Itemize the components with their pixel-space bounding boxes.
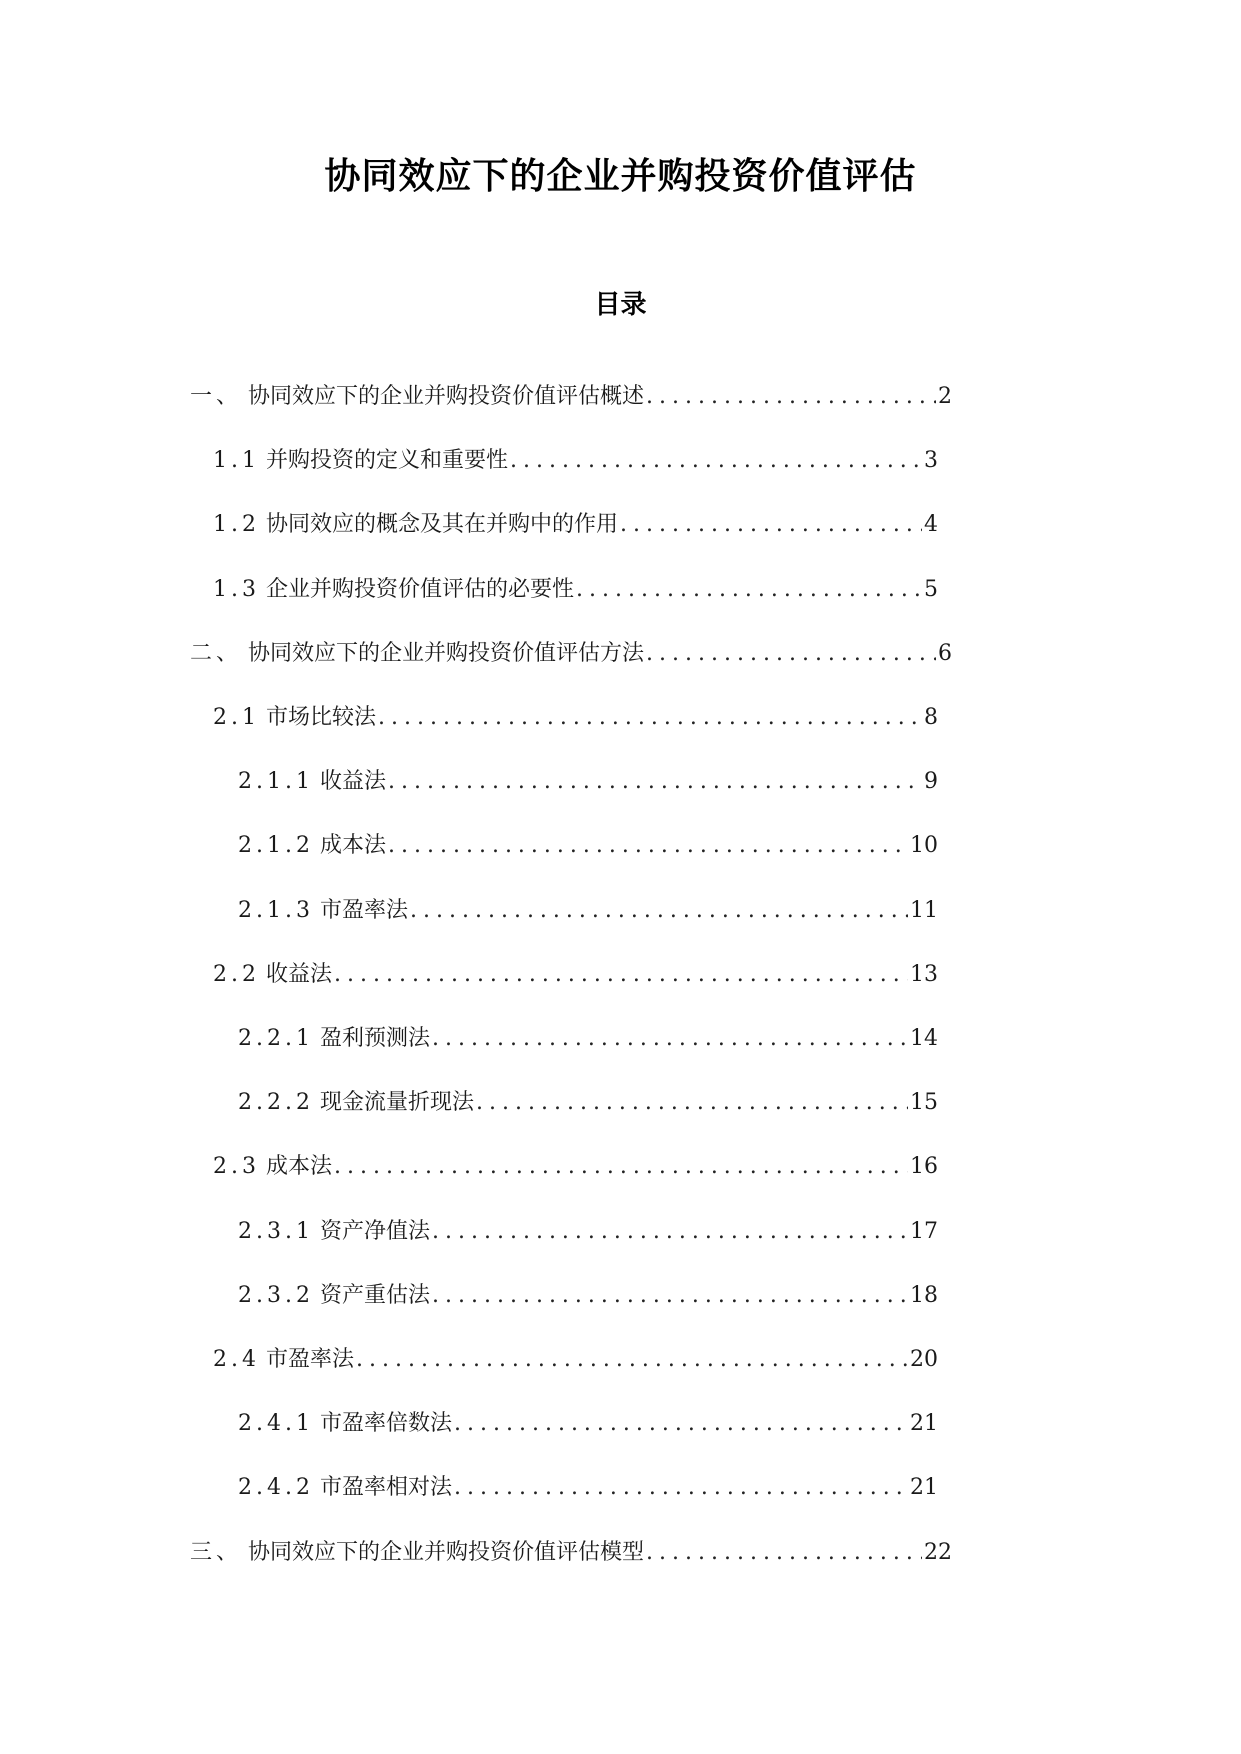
toc-dot-leader bbox=[432, 1279, 908, 1313]
toc-entry-page-number: 2 bbox=[938, 384, 952, 409]
toc-entry[interactable] bbox=[238, 829, 938, 863]
toc-entry-title: 现金流量折现法 bbox=[319, 1090, 474, 1116]
toc-entry-page-number: 21 bbox=[910, 1411, 938, 1437]
toc-entry-page-number: 22 bbox=[924, 1539, 952, 1565]
toc-entry-number: 2.2.1 bbox=[238, 1026, 314, 1051]
toc-dot-leader bbox=[334, 958, 908, 992]
toc-entry-page-number: 14 bbox=[910, 1026, 938, 1051]
toc-entry-number: 2.4 bbox=[213, 1347, 260, 1372]
toc-entry[interactable] bbox=[238, 1407, 938, 1441]
toc-entry-number: 1.2 bbox=[213, 512, 260, 538]
toc-entry-number: 2.3.2 bbox=[238, 1282, 314, 1308]
toc-entry-page-number: 20 bbox=[910, 1347, 938, 1372]
toc-entry[interactable] bbox=[238, 1086, 938, 1120]
toc-dot-leader bbox=[576, 573, 922, 607]
toc-entry-title: 并购投资的定义和重要性 bbox=[266, 448, 509, 474]
toc-entry-title: 协同效应下的企业并购投资价值评估概述 bbox=[248, 384, 645, 409]
toc-entry-number: 一、 bbox=[190, 384, 243, 409]
toc-entry-page-number: 13 bbox=[910, 961, 938, 987]
toc-entry-number: 1.1 bbox=[213, 448, 260, 474]
toc-entry-title: 资产重估法 bbox=[319, 1282, 430, 1308]
toc-entry-page-number: 9 bbox=[924, 769, 938, 795]
toc-heading: 目录 bbox=[594, 290, 647, 320]
toc-entry-page-number: 15 bbox=[910, 1090, 938, 1116]
toc-dot-leader bbox=[388, 829, 908, 863]
toc-dot-leader bbox=[646, 380, 936, 414]
toc-entry-number: 2.1 bbox=[213, 705, 260, 730]
toc-entry-number: 2.3 bbox=[213, 1154, 260, 1180]
toc-entry-page-number: 5 bbox=[924, 576, 938, 602]
toc-entry-title: 盈利预测法 bbox=[319, 1026, 430, 1051]
toc-entry[interactable] bbox=[238, 1215, 938, 1249]
toc-entry-page-number: 17 bbox=[910, 1218, 938, 1244]
toc-entry-number: 2.2 bbox=[213, 961, 260, 987]
toc-entry[interactable] bbox=[238, 765, 938, 799]
toc-entry-title: 企业并购投资价值评估的必要性 bbox=[266, 576, 575, 602]
toc-entry-title: 协同效应的概念及其在并购中的作用 bbox=[266, 512, 619, 538]
toc-entry-title: 资产净值法 bbox=[319, 1218, 430, 1244]
toc-entry[interactable] bbox=[190, 1536, 952, 1570]
toc-entry-number: 2.1.1 bbox=[238, 769, 314, 795]
toc-dot-leader bbox=[388, 765, 922, 799]
toc-dot-leader bbox=[454, 1407, 908, 1441]
toc-entry-page-number: 6 bbox=[938, 640, 952, 666]
toc-dot-leader bbox=[432, 1215, 908, 1249]
toc-entry-title: 成本法 bbox=[319, 833, 386, 859]
toc-dot-leader bbox=[646, 637, 936, 671]
toc-entry[interactable] bbox=[213, 701, 938, 735]
toc-entry-number: 1.3 bbox=[213, 576, 260, 602]
toc-entry-page-number: 16 bbox=[910, 1154, 938, 1180]
toc-entry-page-number: 21 bbox=[910, 1475, 938, 1501]
toc-dot-leader bbox=[620, 508, 922, 542]
toc-entry[interactable] bbox=[190, 380, 952, 414]
toc-entry-page-number: 8 bbox=[924, 705, 938, 730]
toc-entry-number: 2.4.2 bbox=[238, 1475, 314, 1501]
toc-entry-title: 成本法 bbox=[266, 1154, 333, 1180]
toc-entry-title: 协同效应下的企业并购投资价值评估模型 bbox=[248, 1539, 645, 1565]
toc-entry-title: 收益法 bbox=[266, 961, 333, 987]
toc-entry[interactable] bbox=[213, 1343, 938, 1377]
toc-entry-number: 2.1.2 bbox=[238, 833, 314, 859]
toc-entry-number: 2.1.3 bbox=[238, 897, 314, 923]
toc-entry-page-number: 3 bbox=[924, 448, 938, 474]
toc-entry[interactable] bbox=[238, 894, 938, 928]
toc-entry-number: 2.2.2 bbox=[238, 1090, 314, 1116]
toc-dot-leader bbox=[476, 1086, 908, 1120]
toc-dot-leader bbox=[378, 701, 922, 735]
toc-entry-page-number: 11 bbox=[910, 897, 938, 923]
toc-dot-leader bbox=[410, 894, 908, 928]
toc-entry[interactable] bbox=[213, 444, 938, 478]
toc-entry-page-number: 4 bbox=[924, 512, 938, 538]
toc-dot-leader bbox=[646, 1536, 922, 1570]
toc-entry-number: 2.4.1 bbox=[238, 1411, 314, 1437]
toc-entry-title: 市盈率倍数法 bbox=[319, 1411, 452, 1437]
toc-entry[interactable] bbox=[213, 508, 938, 542]
document-title: 协同效应下的企业并购投资价值评估 bbox=[324, 155, 917, 197]
toc-entry-title: 市盈率法 bbox=[319, 897, 408, 923]
toc-entry[interactable] bbox=[238, 1022, 938, 1056]
toc-entry-page-number: 10 bbox=[910, 833, 938, 859]
toc-entry[interactable] bbox=[238, 1471, 938, 1505]
toc-entry-page-number: 18 bbox=[910, 1282, 938, 1308]
toc-entry-title: 市场比较法 bbox=[266, 705, 377, 730]
toc-entry-number: 三、 bbox=[190, 1539, 243, 1565]
toc-dot-leader bbox=[334, 1150, 908, 1184]
toc-entry[interactable] bbox=[190, 637, 952, 671]
toc-entry[interactable] bbox=[213, 573, 938, 607]
toc-entry[interactable] bbox=[213, 958, 938, 992]
toc-entry-title: 市盈率相对法 bbox=[319, 1475, 452, 1501]
toc-entry-title: 协同效应下的企业并购投资价值评估方法 bbox=[248, 640, 645, 666]
toc-entry[interactable] bbox=[238, 1279, 938, 1313]
toc-dot-leader bbox=[432, 1022, 908, 1056]
toc-dot-leader bbox=[510, 444, 922, 478]
toc-entry[interactable] bbox=[213, 1150, 938, 1184]
toc-entry-title: 市盈率法 bbox=[266, 1347, 355, 1372]
toc-entry-title: 收益法 bbox=[319, 769, 386, 795]
toc-entry-number: 二、 bbox=[190, 640, 243, 666]
toc-dot-leader bbox=[356, 1343, 908, 1377]
toc-entry-number: 2.3.1 bbox=[238, 1218, 314, 1244]
toc-dot-leader bbox=[454, 1471, 908, 1505]
